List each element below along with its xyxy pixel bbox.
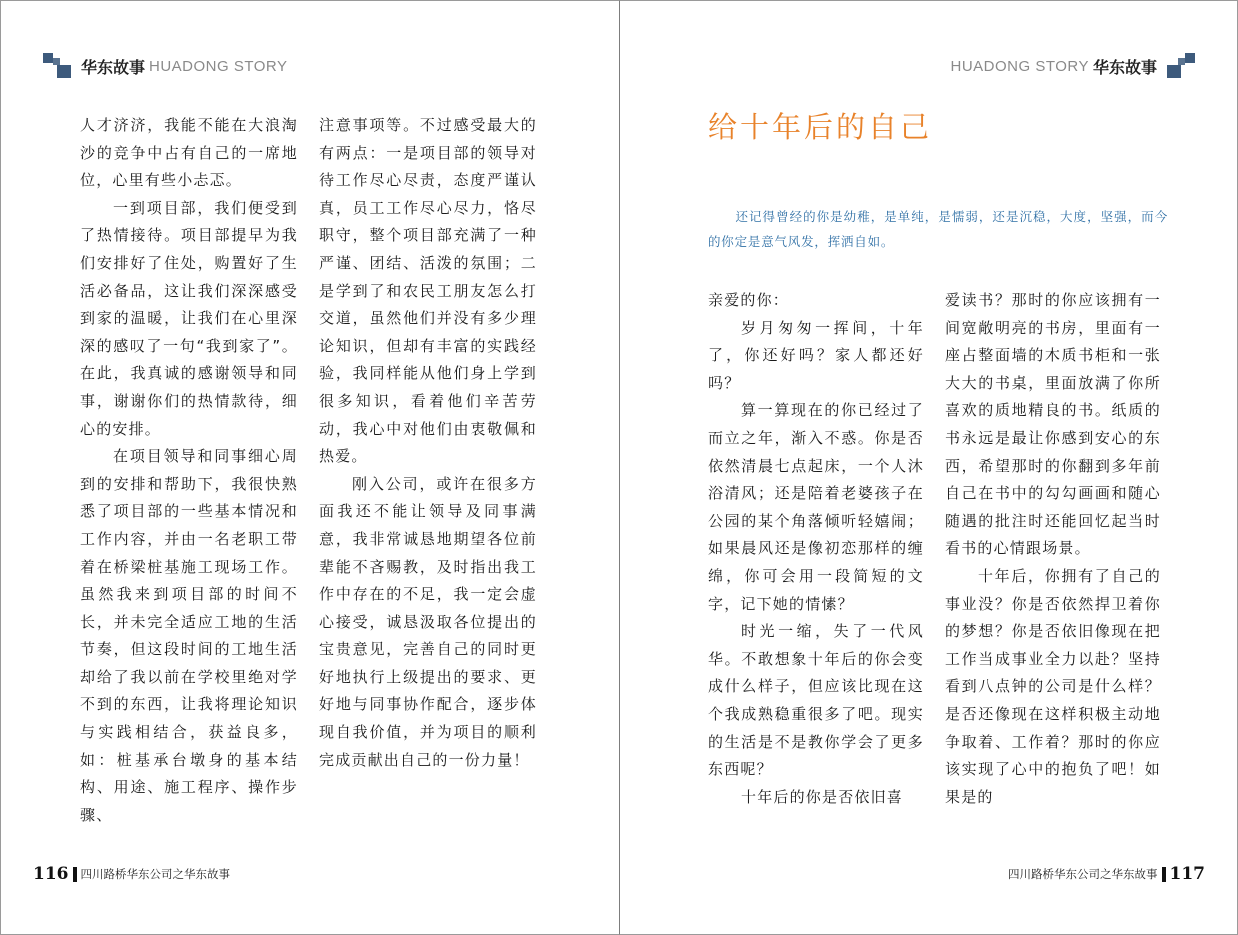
page-number: 116: [33, 864, 69, 884]
page-number: 117: [1169, 864, 1205, 884]
right-page: [619, 0, 1238, 935]
paragraph: 十年后，你拥有了自己的事业没？你是否依然捍卫着你的梦想？你是否依旧像现在把工作当成事业全力以赴？坚持看到八点钟的公司是什么样？是否还像现在这样积极主动地争取着、工作着？那时的你应该实现了心中的抱负了吧！如果是的: [945, 566, 1161, 806]
footer-divider: [73, 867, 77, 882]
right-column-1: [708, 287, 924, 811]
header-title-cn: 华东故事: [81, 57, 146, 77]
paragraph: 刚入公司，或许在很多方面我还不能让领导及同事满意，我非常诚恳地期望各位前辈能不吝赐教，及时指出我工作中存在的不足，我一定会虚心接受，诚恳汲取各位提出的宝贵意见，完善自己的同时更好地执行上级提出的要求、更好地与同事协作配合，逐步体现自我价值，并为项目的顺利完成贡献出自己的一份力量！: [319, 474, 537, 769]
salutation: 亲爱的你：: [708, 291, 790, 309]
right-column-2: [945, 287, 1161, 811]
paragraph: 注意事项等。不过感受最大的有两点：一是项目部的领导对待工作尽心尽责，态度严谨认真，员工工作尽心尽力，恪尽职守，整个项目部充满了一种严谨、团结、活泼的氛围；二是学到了和农民工朋友怎么打交道，虽然他们并没有多少理论知识，但却有丰富的实践经验，我同样能从他们身上学到很多知识，看着他们辛苦劳动，我心中对他们由衷敬佩和热爱。: [319, 116, 537, 466]
footer-divider: [1162, 867, 1166, 882]
left-footer: [33, 864, 230, 884]
article-intro: 还记得曾经的你是幼稚，是单纯，是懦弱，还是沉稳，大度，坚强，而今的你定是意气风发，挥洒自如。: [708, 209, 1168, 249]
paragraph: 岁月匆匆一挥间，十年了，你还好吗？家人都还好吗？: [708, 318, 924, 392]
footer-text: 四川路桥华东公司之华东故事: [80, 867, 230, 881]
header-title-cn: 华东故事: [1092, 57, 1157, 77]
left-header: [43, 53, 287, 79]
footer-text: 四川路桥华东公司之华东故事: [1008, 867, 1158, 881]
paragraph: 算一算现在的你已经过了而立之年，渐入不惑。你是否依然清晨七点起床，一个人沐浴清风；还是陪着老婆孩子在公园的某个角落倾听轻嬉闹；如果晨风还是像初恋那样的缠绵，你可会用一段简短的文字，记下她的情愫？: [708, 401, 924, 613]
left-column-2: [319, 112, 537, 774]
paragraph: 爱读书？那时的你应该拥有一间宽敞明亮的书房，里面有一座占整面墙的木质书柜和一张大大的书桌，里面放满了你所喜欢的质地精良的书。纸质的书永远是最让你感到安心的东西，希望那时的你翻到多年前自己在书中的勾勾画画和随心随遇的批注时还能回忆起当时看书的心情跟场景。: [945, 291, 1161, 558]
paragraph: 一到项目部，我们便受到了热情接待。项目部提早为我们安排好了住处，购置好了生活必备品，这让我们深深感受到家的温暖，让我们在心里深深的感叹了一句“我到家了”。在此，我真诚的感谢领导和同事，谢谢你们的热情款待，细心的安排。: [80, 198, 298, 438]
paragraph: 十年后的你是否依旧喜: [741, 787, 904, 806]
logo-squares-icon: [1161, 53, 1195, 79]
header-title-en: HUADONG STORY: [950, 57, 1089, 75]
paragraph: 在项目领导和同事细心周到的安排和帮助下，我很快熟悉了项目部的一些基本情况和工作内容，并由一名老职工带着在桥梁桩基施工现场工作。虽然我来到项目部的时间不长，并未完全适应工地的生活节奏，但这段时间的工地生活却给了我以前在学校里绝对学不到的东西，让我将理论知识与实践相结合，获益良多，如：桩基承台墩身的基本结构、用途、施工程序、操作步骤、: [80, 447, 298, 824]
article-title: 给十年后的自己: [708, 110, 933, 144]
right-footer: [1008, 864, 1205, 884]
left-column-1: [80, 112, 298, 829]
right-header: [951, 53, 1195, 79]
header-title-en: HUADONG STORY: [149, 57, 288, 75]
paragraph: 人才济济，我能不能在大浪淘沙的竞争中占有自己的一席地位，心里有些小忐忑。: [80, 116, 298, 190]
paragraph: 时光一缩，失了一代风华。不敢想象十年后的你会变成什么样子，但应该比现在这个我成熟稳重很多了吧。现实的生活是不是教你学会了更多东西呢？: [708, 622, 924, 779]
logo-squares-icon: [43, 53, 77, 79]
